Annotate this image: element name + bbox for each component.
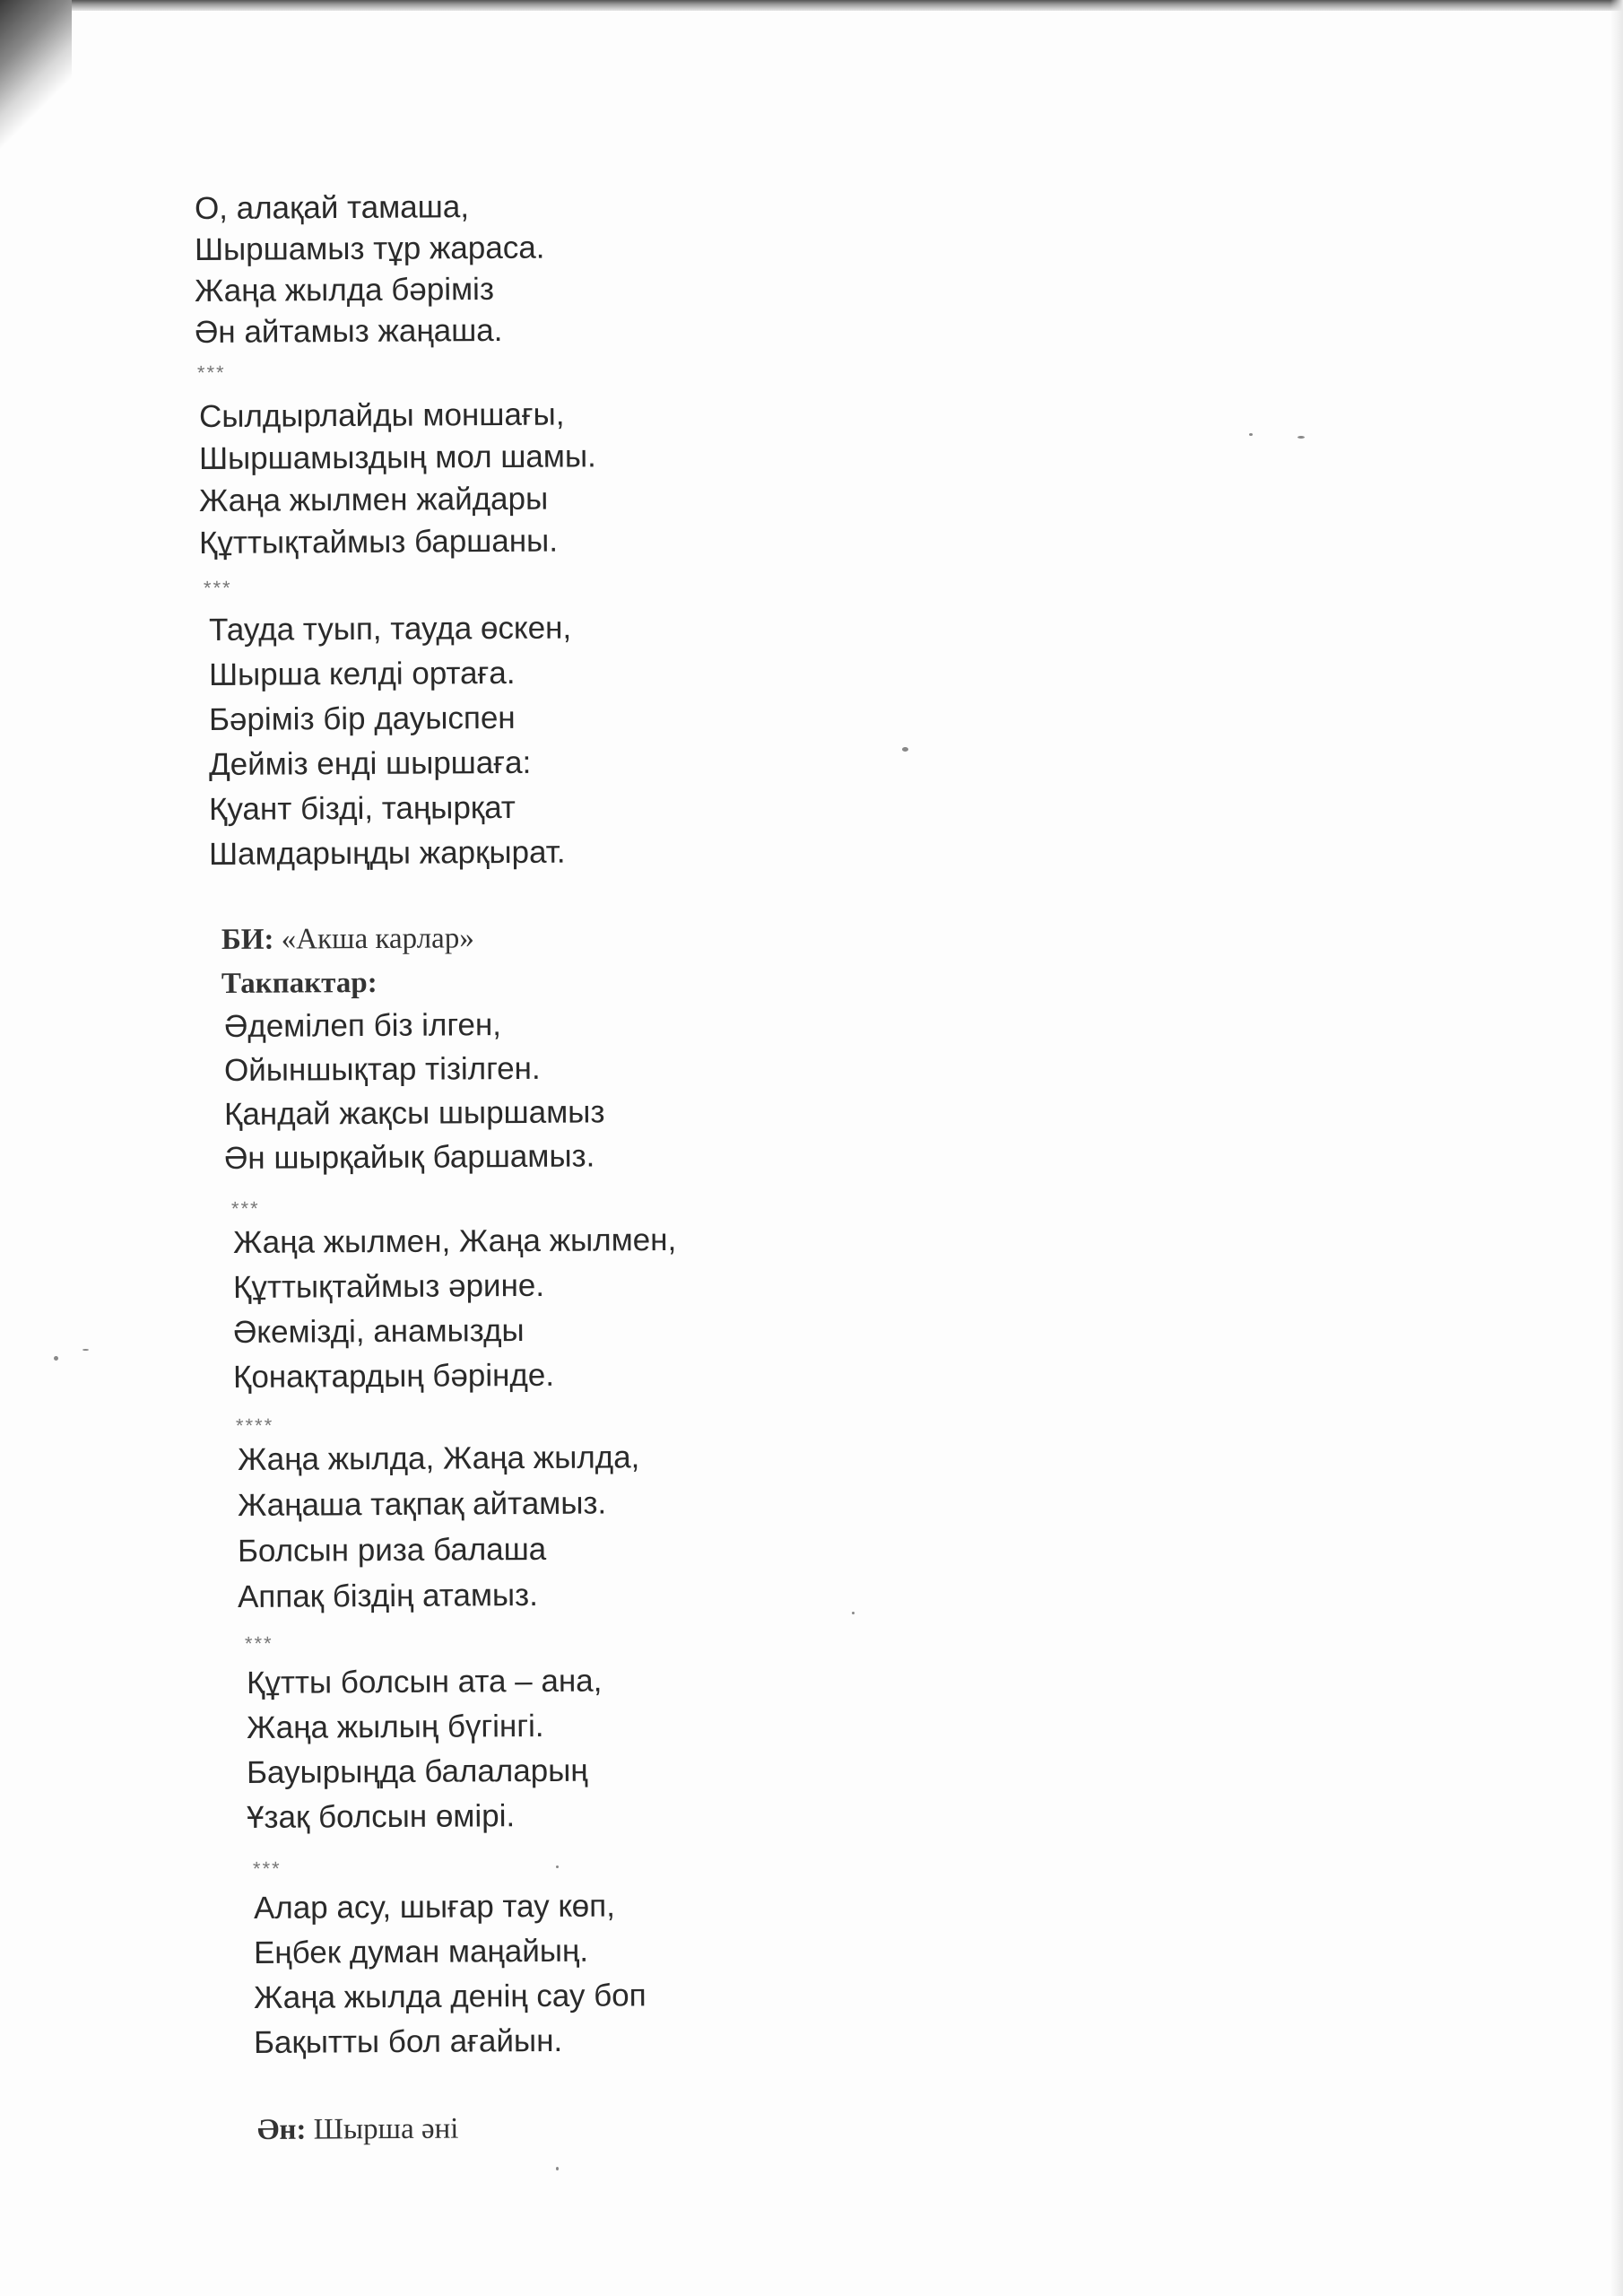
poem-line: Жаңа жылмен, Жаңа жылмен, (232, 1222, 677, 1260)
poem-line: Ән шырқайық баршамыз. (223, 1138, 595, 1176)
poem-line: О, алақай тамаша, (194, 189, 470, 226)
dance-title: «Акша карлар» (281, 922, 474, 956)
poem-line: Жаңаша тақпақ айтамыз. (237, 1485, 607, 1523)
scan-speck (1298, 436, 1305, 439)
poem-line: Әкемізді, анамызды (232, 1313, 525, 1350)
scan-speck (902, 747, 908, 752)
stanza-separator: *** (252, 1857, 282, 1880)
scan-speck (1249, 433, 1253, 436)
poem-line: Құтты болсын ата – ана, (246, 1663, 603, 1700)
song-label: Ән: (256, 2113, 307, 2146)
stanza-separator: *** (203, 576, 232, 599)
scan-speck (54, 1356, 58, 1361)
poem-line: Әдемілеп біз ілген, (223, 1007, 502, 1044)
poem-line: Қуант бізді, таңырқат (208, 789, 516, 827)
recitations-label: Такпактар: (221, 966, 378, 1000)
dance-label: БИ: (221, 923, 274, 956)
poem-line: Құттықтаймыз әрине. (232, 1267, 545, 1305)
scan-edge-left (0, 0, 72, 170)
poem-line: Ойыншықтар тізілген. (223, 1050, 541, 1088)
scan-speck (556, 1866, 559, 1868)
poem-line: Шыршамыз тұр жараса. (194, 230, 545, 267)
poem-line: Тауда туып, тауда өскен, (208, 610, 572, 648)
scan-edge-right (1610, 0, 1623, 2296)
poem-line: Шамдарыңды жарқырат. (208, 834, 566, 872)
poem-line: Ән айтамыз жаңаша. (194, 312, 503, 350)
poem-line: Бәріміз бір дауыспен (208, 700, 516, 737)
poem-line: Аппақ біздің атамыз. (237, 1577, 539, 1614)
poem-line: Қонақтардың бәрінде. (232, 1357, 555, 1395)
poem-line: Болсын риза балаша (237, 1531, 547, 1569)
stanza-separator: **** (235, 1413, 274, 1437)
poem-line: Сылдырлайды моншағы, (198, 396, 565, 434)
stanza-separator: *** (244, 1631, 273, 1655)
poem-line: Еңбек думан маңайың. (253, 1933, 589, 1970)
stanza-separator: *** (230, 1196, 260, 1220)
poem-line: Қандай жақсы шыршамыз (223, 1094, 605, 1132)
poem-line: Алар асу, шығар тау көп, (253, 1888, 615, 1926)
scan-speck (556, 2167, 559, 2170)
poem-line: Дейміз енді шыршаға: (208, 744, 532, 782)
scan-speck (852, 1612, 855, 1614)
poem-line: Шыршамыздың мол шамы. (198, 439, 596, 476)
dance-heading (221, 920, 474, 958)
poem-line: Жаңа жылда денің сау боп (253, 1978, 647, 2015)
recitations-heading (221, 965, 378, 1002)
poem-line: Жаңа жылда, Жаңа жылда, (237, 1439, 640, 1477)
poem-line: Жаңа жылың бүгінгі. (246, 1708, 544, 1745)
poem-line: Бақытты бол ағайын. (253, 2022, 563, 2060)
poem-line: Құттықтаймыз баршаны. (198, 523, 559, 561)
song-title: Шырша әні (313, 2112, 459, 2146)
poem-line: Бауырыңда балаларың (246, 1752, 588, 1790)
poem-line: Шырша келді ортаға. (208, 655, 516, 692)
poem-line: Жаңа жылмен жайдары (198, 481, 549, 518)
scan-edge-top (72, 0, 1623, 11)
stanza-separator: *** (196, 361, 226, 384)
poem-line: Ұзақ болсын өмірі. (246, 1798, 516, 1835)
song-heading (257, 2111, 459, 2148)
poem-line: Жаңа жылда бәріміз (194, 271, 495, 309)
scan-speck (82, 1349, 89, 1351)
